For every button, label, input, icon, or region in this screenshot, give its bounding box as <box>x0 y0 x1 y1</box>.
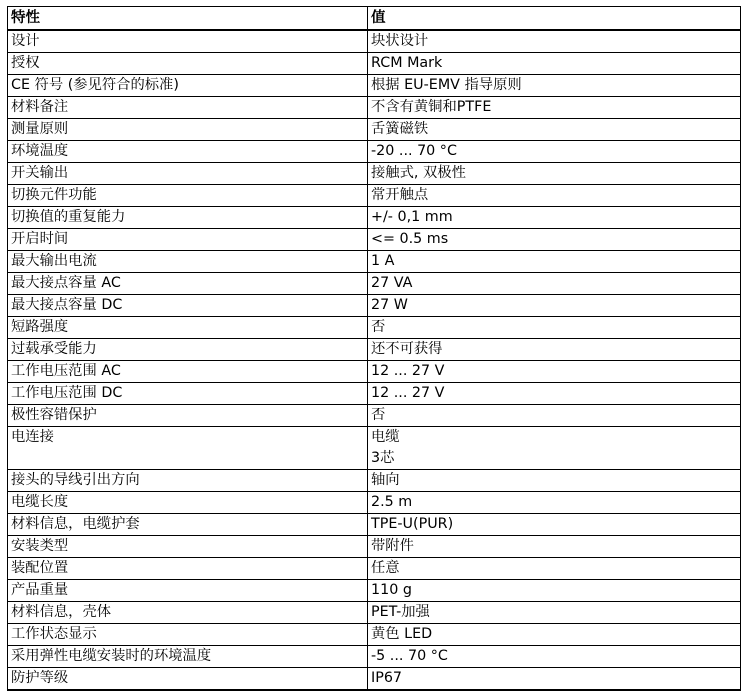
value-cell <box>368 229 741 251</box>
header-property: 特性 <box>8 7 368 31</box>
value-line: 常开触点 <box>371 187 429 203</box>
table-row <box>8 251 741 273</box>
property-cell: 工作电压范围 DC <box>8 383 368 405</box>
value-cell <box>368 75 741 97</box>
property-cell: 材料备注 <box>8 97 368 119</box>
property-cell: 极性容错保护 <box>8 405 368 427</box>
property-cell: 安装类型 <box>8 536 368 558</box>
value-line: 12 ... 27 V <box>371 363 445 379</box>
table-row <box>8 668 741 691</box>
value-line: TPE-U(PUR) <box>371 516 454 532</box>
value-cell <box>368 514 741 536</box>
table-row <box>8 427 741 470</box>
property-cell: 短路强度 <box>8 317 368 339</box>
value-line: 电缆 <box>371 429 400 445</box>
table-row <box>8 646 741 668</box>
value-cell <box>368 383 741 405</box>
table-row <box>8 580 741 602</box>
value-cell <box>368 119 741 141</box>
value-cell <box>368 536 741 558</box>
value-line: -5 ... 70 °C <box>371 648 448 664</box>
property-cell: 防护等级 <box>8 668 368 691</box>
property-cell: 产品重量 <box>8 580 368 602</box>
property-cell: 测量原则 <box>8 119 368 141</box>
value-cell <box>368 185 741 207</box>
value-line: 不含有黄铜和PTFE <box>371 99 492 115</box>
table-row <box>8 602 741 624</box>
header-row <box>8 7 741 31</box>
property-cell: 过载承受能力 <box>8 339 368 361</box>
value-line: 12 ... 27 V <box>371 385 445 401</box>
value-cell <box>368 361 741 383</box>
table-row <box>8 119 741 141</box>
property-cell: 切换值的重复能力 <box>8 207 368 229</box>
value-line: 根据 EU-EMV 指导原则 <box>371 77 522 93</box>
property-cell: 环境温度 <box>8 141 368 163</box>
value-line: 任意 <box>371 560 400 576</box>
table-row <box>8 185 741 207</box>
property-cell: 装配位置 <box>8 558 368 580</box>
value-cell <box>368 163 741 185</box>
value-cell <box>368 668 741 691</box>
property-cell: 接头的导线引出方向 <box>8 470 368 492</box>
value-line: -20 ... 70 °C <box>371 143 457 159</box>
property-cell: 工作电压范围 AC <box>8 361 368 383</box>
spec-table-header <box>8 7 741 31</box>
header-value: 值 <box>368 7 741 31</box>
value-line: 块状设计 <box>371 33 429 49</box>
value-line: 2.5 m <box>371 494 413 510</box>
table-row <box>8 229 741 251</box>
value-line: 轴向 <box>371 472 400 488</box>
value-line: 舌簧磁铁 <box>371 121 429 137</box>
table-row <box>8 53 741 75</box>
table-row <box>8 295 741 317</box>
value-cell <box>368 97 741 119</box>
value-cell <box>368 317 741 339</box>
table-row <box>8 273 741 295</box>
value-line: 否 <box>371 319 386 335</box>
property-cell: 采用弹性电缆安装时的环境温度 <box>8 646 368 668</box>
table-row <box>8 207 741 229</box>
spec-table-body <box>8 30 741 690</box>
property-cell: 开关输出 <box>8 163 368 185</box>
value-line: <= 0.5 ms <box>371 231 449 247</box>
value-cell <box>368 558 741 580</box>
property-cell: 最大接点容量 DC <box>8 295 368 317</box>
property-cell: 材料信息，电缆护套 <box>8 514 368 536</box>
value-line: 27 W <box>371 297 408 313</box>
value-line: 27 VA <box>371 275 413 291</box>
spec-sheet <box>7 6 740 691</box>
value-cell <box>368 492 741 514</box>
spec-table <box>7 6 741 691</box>
table-row <box>8 383 741 405</box>
value-line: 110 g <box>371 582 412 598</box>
value-line: 1 A <box>371 253 395 269</box>
table-row <box>8 75 741 97</box>
table-row <box>8 339 741 361</box>
value-line: 接触式, 双极性 <box>371 165 466 181</box>
value-line: +/- 0,1 mm <box>371 209 453 225</box>
table-row <box>8 514 741 536</box>
table-row <box>8 624 741 646</box>
value-cell <box>368 405 741 427</box>
property-cell: 切换元件功能 <box>8 185 368 207</box>
table-row <box>8 141 741 163</box>
value-line: 还不可获得 <box>371 341 443 357</box>
property-cell: 开启时间 <box>8 229 368 251</box>
value-line: PET-加强 <box>371 604 430 620</box>
value-cell <box>368 53 741 75</box>
value-cell <box>368 251 741 273</box>
property-cell: 最大接点容量 AC <box>8 273 368 295</box>
table-row <box>8 536 741 558</box>
value-cell <box>368 273 741 295</box>
table-row <box>8 97 741 119</box>
value-line: 3芯 <box>371 450 395 466</box>
table-row <box>8 405 741 427</box>
property-cell: 工作状态显示 <box>8 624 368 646</box>
table-row <box>8 30 741 53</box>
value-cell <box>368 295 741 317</box>
property-cell: 电缆长度 <box>8 492 368 514</box>
value-cell <box>368 624 741 646</box>
table-row <box>8 361 741 383</box>
value-cell <box>368 141 741 163</box>
value-line: RCM Mark <box>371 55 443 71</box>
value-cell <box>368 580 741 602</box>
value-line: IP67 <box>371 670 403 686</box>
property-cell: 授权 <box>8 53 368 75</box>
table-row <box>8 470 741 492</box>
value-cell <box>368 207 741 229</box>
value-line: 黄色 LED <box>371 626 433 642</box>
property-cell: 设计 <box>8 30 368 53</box>
table-row <box>8 163 741 185</box>
value-line: 带附件 <box>371 538 414 554</box>
property-cell: CE 符号 (参见符合的标准) <box>8 75 368 97</box>
property-cell: 电连接 <box>8 427 368 470</box>
property-cell: 最大输出电流 <box>8 251 368 273</box>
table-row <box>8 492 741 514</box>
value-cell <box>368 339 741 361</box>
value-cell <box>368 30 741 53</box>
value-cell <box>368 646 741 668</box>
value-cell <box>368 602 741 624</box>
table-row <box>8 558 741 580</box>
value-cell <box>368 470 741 492</box>
value-cell <box>368 427 741 470</box>
property-cell: 材料信息，壳体 <box>8 602 368 624</box>
value-line: 否 <box>371 407 386 423</box>
table-row <box>8 317 741 339</box>
